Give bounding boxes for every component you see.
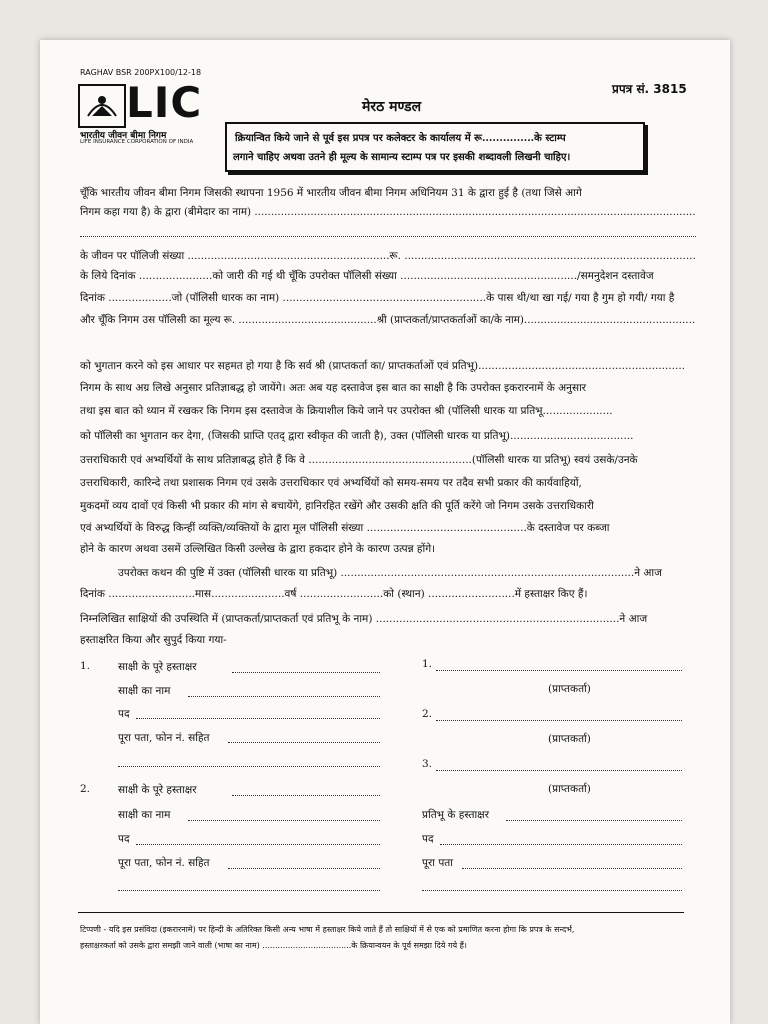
para1-line6: दिनांक ...................जो (पॉलिसी धारक का नाम) .............................................................के पास थी/था खा गई/ गया है गुम हो गयी/ गया है [80,292,675,304]
para2-line7: मुकदमों व्यय दावों एवं किसी भी प्रकार की मांग से बचायेंगे, हानिरहित रखेंगे और उसकी क्षति की पूर्ति करेंगे जो निगम उसके उत्तराधिकारी [80,500,594,512]
stamp-notice-line-2: लगाने चाहिए अथवा उतने ही मूल्य के सामान्य स्टाम्प पत्र पर इसकी शब्दावली लिखनी चाहिए। [233,152,571,163]
witness1-number: 1. [80,660,91,672]
surety-post-label: पद [422,833,434,845]
recipient1-signature-field[interactable] [436,670,682,671]
para1-line1: चूँकि भारतीय जीवन बीमा निगम जिसकी स्थापना 1956 में भारतीय जीवन बीमा निगम अधिनियम 31 के द्वारा हुई है (तथा जिसे आगे [80,187,582,199]
surety-post-field[interactable] [440,844,682,845]
form-number: प्रपत्र सं. 3815 [612,82,687,96]
witness1-name-field[interactable] [188,696,380,697]
para1-line7: और चूँकि निगम उस पॉलिसी का मूल्य रू. ..........................................श्री (प्राप्तकर्ता/प्राप्तकर्ताओं का/के नाम).................................................... [80,314,696,326]
witness2-signature-field[interactable] [232,795,380,796]
witness1-address-label: पूरा पता, फोन नं. सहित [118,732,210,744]
para2-line6: उत्तराधिकारी, कारिन्दे तथा प्रशासक निगम एवं उसके उत्तराधिकार एवं अभ्यर्थियों को समय-समय पर तदैव सभी प्रकार की कार्यवाहियों, [80,477,582,489]
recipient2-signature-field[interactable] [436,720,682,721]
surety-address-label: पूरा पता [422,857,453,869]
para3-line2: दिनांक ..........................मास......................वर्ष .........................को (स्थान) ..........................में हस्ताक्षर किए हैं। [80,588,588,600]
lic-logo [78,78,203,128]
recipient2-number: 2. [422,708,433,720]
para2-line3: तथा इस बात को ध्यान में रखकर कि निगम इस दस्तावेज के क्रियाशील किये जाने पर उपरोक्त श्री (पॉलिसी धारक या प्रतिभू..................... [80,405,613,417]
para2-line5: उत्तराधिकारी एवं अभ्यर्थियों के साथ प्रतिज्ञाबद्ध होते हैं कि वे .................................................(पॉलिसी धारक या प्रतिभू) स्वयं उसके/उनके [80,454,638,466]
stamp-notice-box [225,122,645,172]
surety-address-field[interactable] [462,868,682,869]
para3-line1: उपरोक्त कथन की पुष्टि में उक्त (पॉलिसी धारक या प्रतिभू) ........................................................................................ने आज [118,567,662,579]
para1-line5: के लिये दिनांक ......................को जारी की गई थी चूँकि उपरोक्त पॉलिसी संख्या ...................................................../समनुदेशन दस्तावेज [80,270,654,282]
footer-note-line1: टिप्पणी - यदि इस प्रसंविदा (इकरारनामे) पर हिन्दी के अतिरिक्त किसी अन्य भाषा में हस्ताक्षर किये जाते हैं तो साक्षियों में से एक को प्रमाणित करना होगा कि प्रपत्र के सन्दर्भ, [80,925,575,934]
lic-emblem-icon [78,84,126,128]
recipient1-label: (प्राप्तकर्ता) [548,683,591,695]
para2-line8: एवं अभ्यर्थियों के विरुद्ध किन्हीं व्यक्ति/व्यक्तियों के द्वारा मूल पॉलिसी संख्या ................................................के दस्तावेज पर कब्जा [80,522,610,534]
para2-line1: को भुगतान करने को इस आधार पर सहमत हो गया है कि सर्व श्री (प्राप्तकर्ता का/ प्राप्तकर्ताओं एवं प्रतिभू).............................................................. [80,360,686,372]
para2-line9: होने के कारण अथवा उसमें उल्लिखित किसी उल्लेख के द्वारा हकदार होने के कारण उत्पन्न होंगे। [80,543,436,555]
witness2-post-field[interactable] [136,844,380,845]
witness1-post-field[interactable] [136,718,380,719]
recipient3-number: 3. [422,758,433,770]
witness2-number: 2. [80,783,91,795]
witness1-address-field[interactable] [228,742,380,743]
witness2-signature-label: साक्षी के पूरे हस्ताक्षर [118,784,197,796]
surety-signature-field[interactable] [506,820,682,821]
witness2-address-label: पूरा पता, फोन नं. सहित [118,857,210,869]
footer-note-line2: हस्ताक्षरकर्ता को उसके द्वारा समझी जाने वाली (भाषा का नाम) ...................................के क्रियान्वयन के पूर्व समझा दिये गये हैं। [80,941,467,950]
corporation-name-english: LIFE INSURANCE CORPORATION OF INDIA [80,139,194,145]
blank-line [80,236,696,237]
witness1-post-label: पद [118,708,130,720]
para4-line1: निम्नलिखित साक्षियों की उपस्थिति में (प्राप्तकर्ता/प्राप्तकर्ता एवं प्रतिभू के नाम) .........................................................................ने आज [80,613,648,625]
stamp-notice-line-1: क्रियान्वित किये जाने से पूर्व इस प्रपत्र पर कलेक्टर के कार्यालय में रू...............के स्टाम्प [235,133,566,144]
recipient3-label: (प्राप्तकर्ता) [548,783,591,795]
form-code: RAGHAV BSR 200PX100/12-18 [80,68,202,77]
witness2-name-label: साक्षी का नाम [118,809,171,821]
surety-signature-label: प्रतिभू के हस्ताक्षर [422,809,489,821]
lic-logo-text: LIC [126,78,203,127]
corporation-name-hindi: भारतीय जीवन बीमा निगम [80,131,167,141]
recipient1-number: 1. [422,658,433,670]
para1-line4: के जीवन पर पॉलिजी संख्या .............................................................रू. ........................................................................................ [80,250,696,262]
recipient3-signature-field[interactable] [436,770,682,771]
para2-line4: को पॉलिसी का भुगतान कर देगा, (जिसकी प्राप्ति एतद् द्वारा स्वीकृत की जाती है), उक्त (पॉलिसी धारक या प्रतिभू)..................................... [80,430,634,442]
witness2-address-field[interactable] [228,868,380,869]
witness2-address-field-2[interactable] [118,890,380,891]
division-title: मेरठ मण्डल [362,99,422,115]
witness2-post-label: पद [118,833,130,845]
footer-divider [78,912,684,913]
recipient2-label: (प्राप्तकर्ता) [548,733,591,745]
witness1-name-label: साक्षी का नाम [118,685,171,697]
witness1-address-field-2[interactable] [118,766,380,767]
witness1-signature-label: साक्षी के पूरे हस्ताक्षर [118,661,197,673]
witness1-signature-field[interactable] [232,672,380,673]
surety-address-field-2[interactable] [422,890,682,891]
witness2-name-field[interactable] [188,820,380,821]
para1-line2: निगम कहा गया है) के द्वारा (बीमेदार का नाम) ...................................................................................................................................... [80,206,696,218]
para4-line2: हस्ताक्षरित किया और सुपुर्द किया गया- [80,634,227,646]
para2-line2: निगम के साथ अग्र लिखे अनुसार प्रतिज्ञाबद्ध हो जायेंगे। अतः अब यह दस्तावेज इस बात का साक्षी है कि उपरोक्त इकरारनामें के अनुसार [80,382,587,394]
